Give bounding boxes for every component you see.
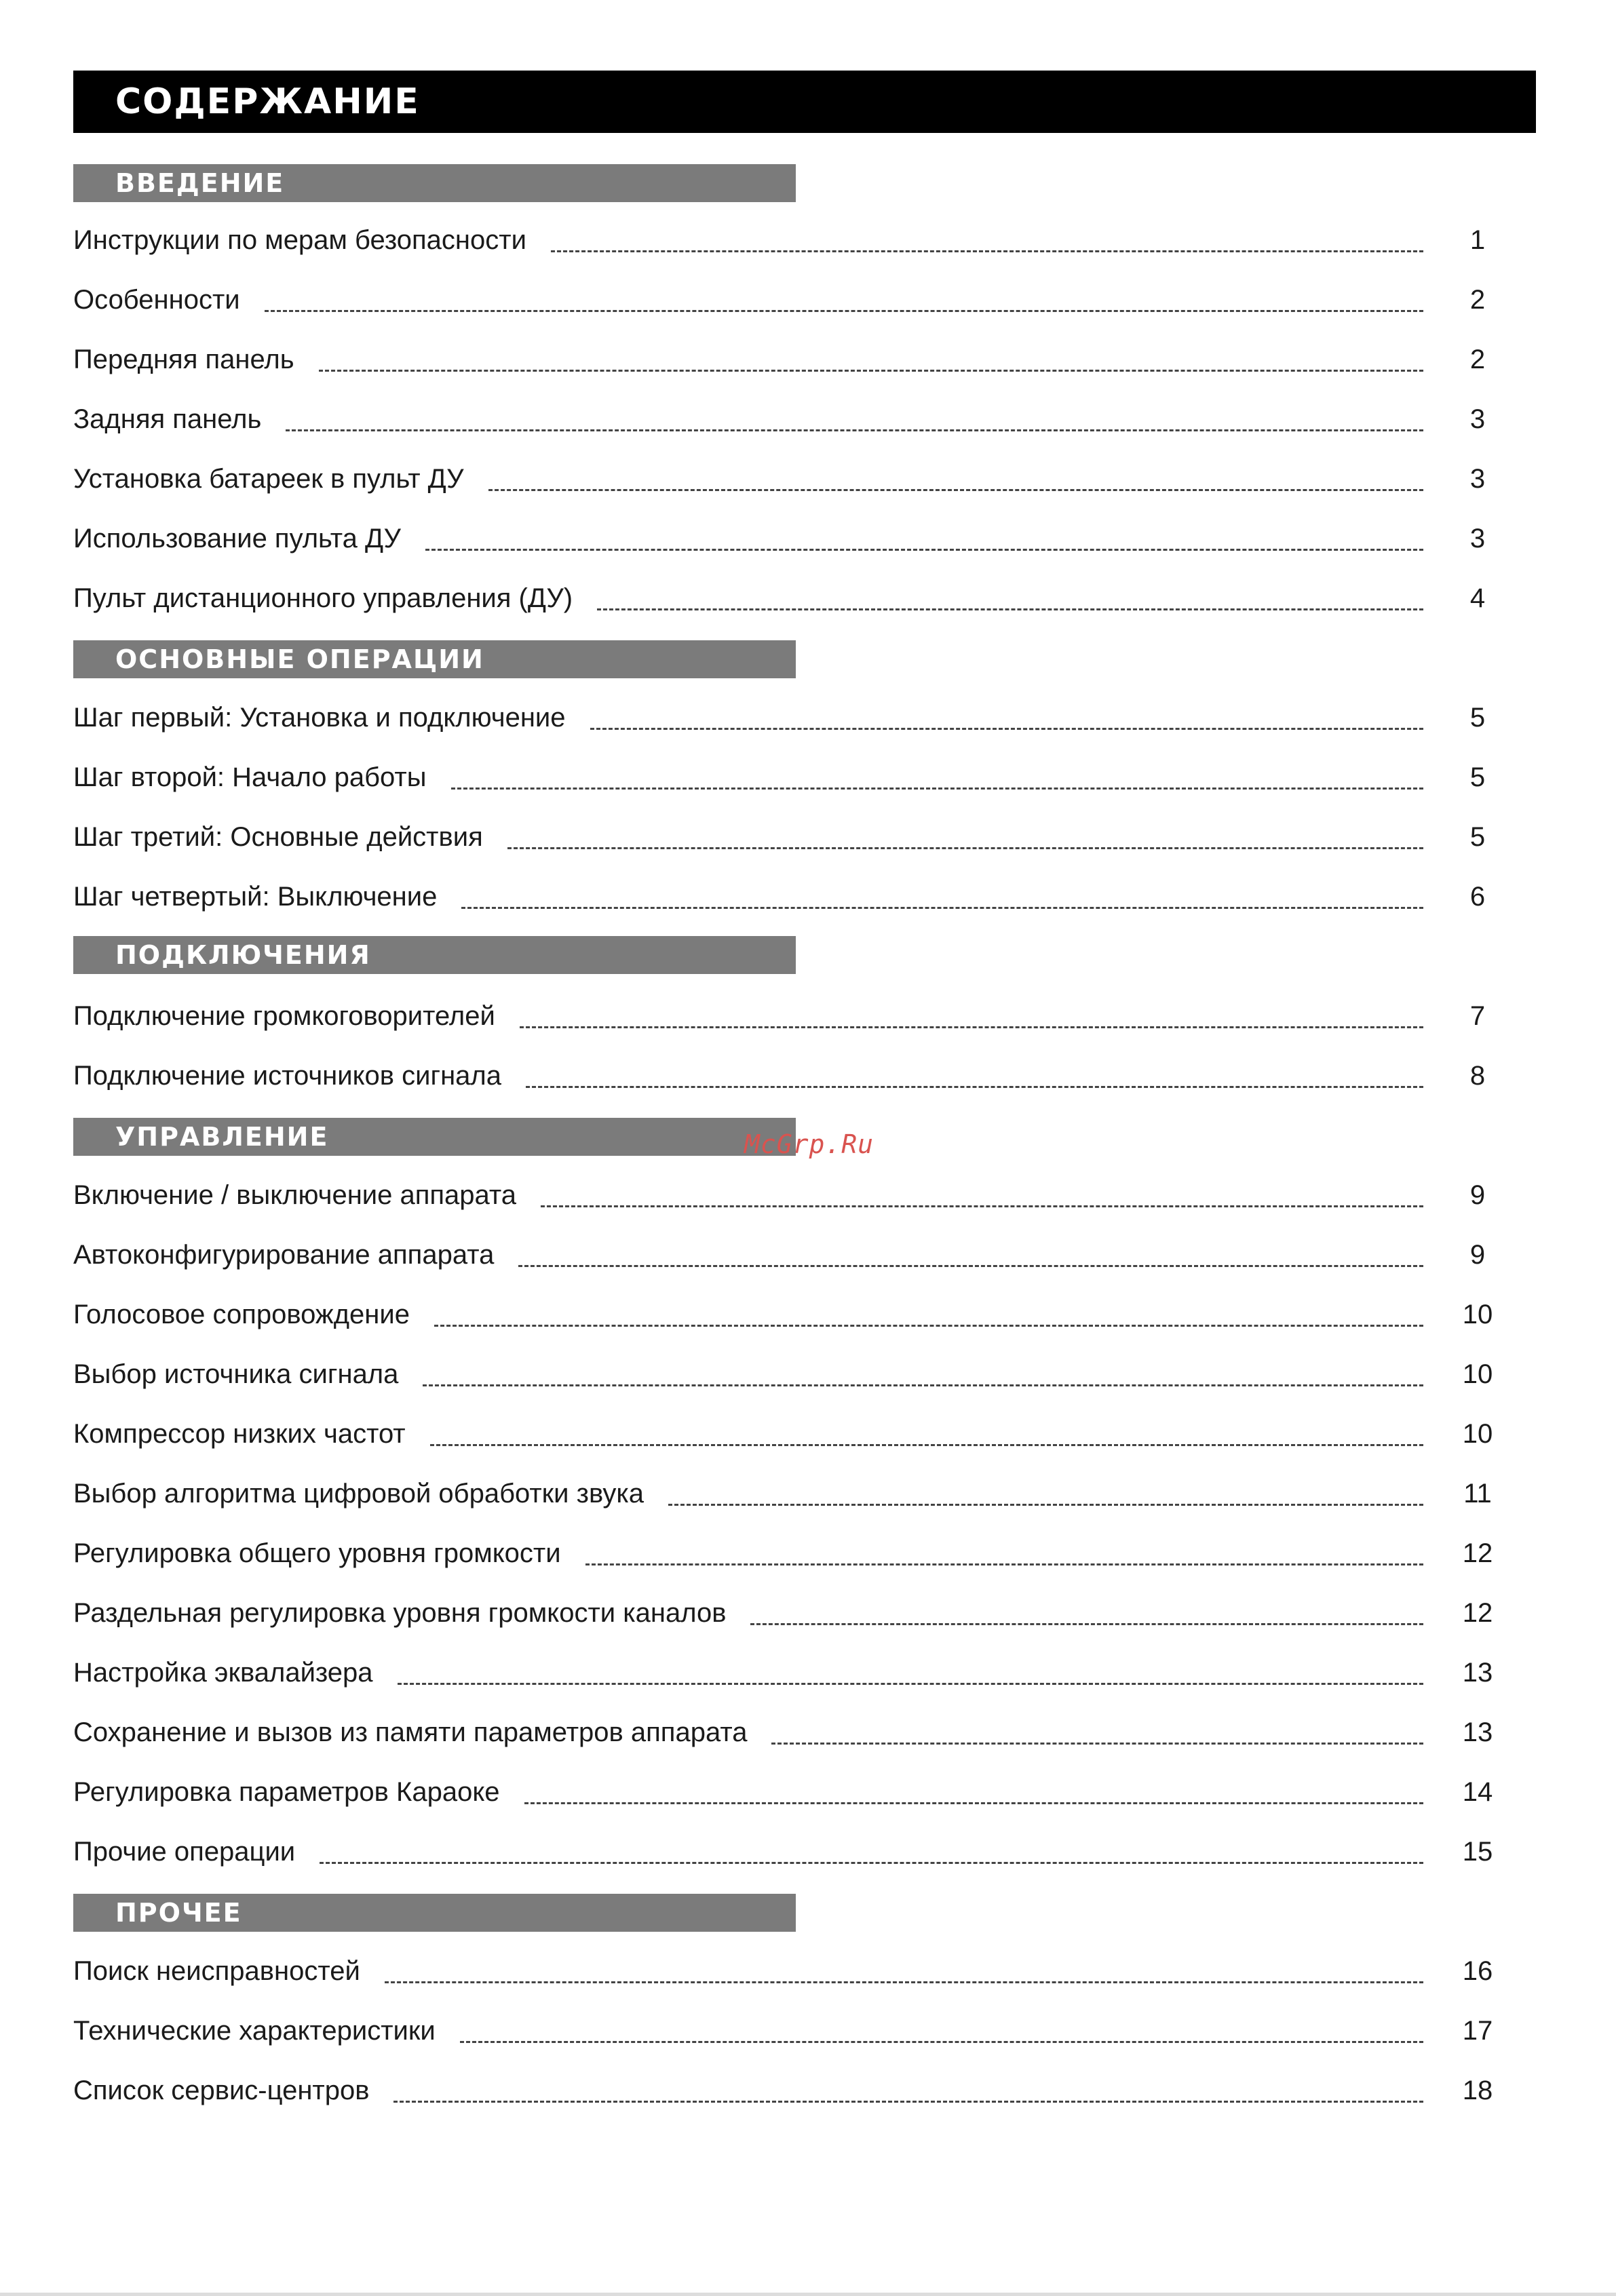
toc-entry-label: Голосовое сопровождение bbox=[73, 1299, 410, 1329]
toc-entry-page: 12 bbox=[1462, 1538, 1493, 1568]
toc-entry[interactable] bbox=[73, 1951, 1512, 1991]
dot-leader bbox=[320, 1862, 1423, 1864]
toc-entry[interactable] bbox=[73, 1772, 1512, 1812]
toc-entry[interactable] bbox=[73, 220, 1512, 260]
toc-entry[interactable] bbox=[73, 1175, 1512, 1215]
dot-leader bbox=[319, 370, 1423, 372]
toc-entry[interactable] bbox=[73, 2010, 1512, 2051]
toc-entry[interactable] bbox=[73, 1234, 1512, 1275]
toc-entry-label: Настройка эквалайзера bbox=[73, 1657, 373, 1688]
toc-entry-page: 10 bbox=[1462, 1418, 1493, 1449]
toc-entry-page: 7 bbox=[1469, 1000, 1486, 1031]
toc-entry-page: 3 bbox=[1469, 463, 1486, 494]
watermark-text: McGrp.Ru bbox=[744, 1129, 874, 1159]
page-bottom-edge bbox=[0, 2293, 1616, 2296]
dot-leader bbox=[507, 847, 1423, 849]
toc-entry-page: 9 bbox=[1469, 1239, 1486, 1270]
toc-entry-page: 13 bbox=[1462, 1717, 1493, 1747]
toc-entry-page: 8 bbox=[1469, 1060, 1486, 1091]
dot-leader bbox=[488, 489, 1423, 491]
toc-entry[interactable] bbox=[73, 518, 1512, 559]
toc-entry-page: 14 bbox=[1462, 1776, 1493, 1807]
toc-entry-page: 2 bbox=[1469, 344, 1486, 374]
toc-entry-page: 5 bbox=[1469, 702, 1486, 733]
toc-entry-label: Инструкции по мерам безопасности bbox=[73, 225, 526, 255]
toc-entry-label: Прочие операции bbox=[73, 1836, 296, 1867]
toc-entry-page: 6 bbox=[1469, 881, 1486, 912]
dot-leader bbox=[520, 1026, 1423, 1028]
section-heading-connections: ПОДКЛЮЧЕНИЯ bbox=[73, 936, 796, 974]
toc-entry-label: Подключение громкоговорителей bbox=[73, 1000, 495, 1031]
section-heading-basic-operations: ОСНОВНЫЕ ОПЕРАЦИИ bbox=[73, 640, 796, 678]
toc-entry-label: Компрессор низких частот bbox=[73, 1418, 406, 1449]
dot-leader bbox=[597, 608, 1423, 610]
dot-leader bbox=[398, 1683, 1423, 1685]
toc-entry-label: Шаг второй: Начало работы bbox=[73, 762, 427, 792]
toc-entry-page: 15 bbox=[1462, 1836, 1493, 1867]
toc-entry-label: Включение / выключение аппарата bbox=[73, 1180, 517, 1210]
toc-entry[interactable] bbox=[73, 1712, 1512, 1753]
dot-leader bbox=[393, 2101, 1423, 2103]
toc-entry[interactable] bbox=[73, 697, 1512, 738]
dot-leader bbox=[541, 1205, 1423, 1207]
toc-entry-label: Список сервис-центров bbox=[73, 2075, 370, 2105]
dot-leader bbox=[385, 1981, 1423, 1983]
dot-leader bbox=[286, 429, 1423, 431]
dot-leader bbox=[668, 1504, 1423, 1506]
toc-entry[interactable] bbox=[73, 1354, 1512, 1395]
toc-entry-page: 10 bbox=[1462, 1359, 1493, 1389]
toc-entry-page: 13 bbox=[1462, 1657, 1493, 1688]
dot-leader bbox=[423, 1384, 1423, 1386]
toc-entry-page: 10 bbox=[1462, 1299, 1493, 1329]
toc-entry[interactable] bbox=[73, 339, 1512, 380]
toc-entry[interactable] bbox=[73, 757, 1512, 798]
toc-entry[interactable] bbox=[73, 1055, 1512, 1096]
dot-leader bbox=[750, 1623, 1423, 1625]
toc-entry[interactable] bbox=[73, 996, 1512, 1036]
toc-entry-label: Установка батареек в пульт ДУ bbox=[73, 463, 464, 494]
toc-entry-page: 5 bbox=[1469, 762, 1486, 792]
dot-leader bbox=[518, 1265, 1423, 1267]
toc-entry-label: Автоконфигурирование аппарата bbox=[73, 1239, 495, 1270]
section-heading-control: УПРАВЛЕНИЕ bbox=[73, 1118, 796, 1156]
toc-entry-page: 5 bbox=[1469, 821, 1486, 852]
dot-leader bbox=[425, 549, 1423, 551]
toc-entry-label: Подключение источников сигнала bbox=[73, 1060, 502, 1091]
toc-entry-page: 1 bbox=[1469, 225, 1486, 255]
toc-entry-label: Задняя панель bbox=[73, 404, 262, 434]
dot-leader bbox=[461, 907, 1423, 909]
section-heading-introduction: ВВЕДЕНИЕ bbox=[73, 164, 796, 202]
dot-leader bbox=[434, 1325, 1423, 1327]
toc-entry-label: Шаг четвертый: Выключение bbox=[73, 881, 438, 912]
toc-entry[interactable] bbox=[73, 399, 1512, 440]
toc-entry-label: Пульт дистанционного управления (ДУ) bbox=[73, 583, 573, 613]
toc-entry-page: 4 bbox=[1469, 583, 1486, 613]
dot-leader bbox=[265, 310, 1423, 312]
toc-entry[interactable] bbox=[73, 279, 1512, 320]
dot-leader bbox=[590, 728, 1423, 730]
toc-entry[interactable] bbox=[73, 876, 1512, 917]
toc-entry-page: 16 bbox=[1462, 1956, 1493, 1986]
section-heading-other: ПРОЧЕЕ bbox=[73, 1894, 796, 1932]
toc-entry[interactable] bbox=[73, 2070, 1512, 2111]
dot-leader bbox=[585, 1563, 1423, 1565]
toc-entry-page: 11 bbox=[1463, 1478, 1492, 1509]
toc-entry[interactable] bbox=[73, 1294, 1512, 1335]
dot-leader bbox=[451, 787, 1424, 790]
toc-entry-page: 9 bbox=[1469, 1180, 1486, 1210]
dot-leader bbox=[460, 2041, 1423, 2043]
toc-entry-label: Использование пульта ДУ bbox=[73, 523, 401, 553]
toc-entry[interactable] bbox=[73, 1652, 1512, 1693]
toc-entry-label: Передняя панель bbox=[73, 344, 294, 374]
page-title-text: СОДЕРЖАНИЕ bbox=[115, 81, 420, 122]
dot-leader bbox=[430, 1444, 1423, 1446]
toc-entry[interactable] bbox=[73, 817, 1512, 857]
toc-entry[interactable] bbox=[73, 1533, 1512, 1574]
toc-entry-label: Особенности bbox=[73, 284, 240, 315]
toc-entry-label: Раздельная регулировка уровня громкости каналов bbox=[73, 1597, 727, 1628]
toc-entry[interactable] bbox=[73, 1831, 1512, 1872]
toc-entry[interactable] bbox=[73, 1473, 1512, 1514]
toc-entry-page: 12 bbox=[1462, 1597, 1493, 1628]
toc-entry-label: Технические характеристики bbox=[73, 2015, 436, 2046]
toc-entry-label: Шаг третий: Основные действия bbox=[73, 821, 483, 852]
toc-entry[interactable] bbox=[73, 459, 1512, 499]
dot-leader bbox=[524, 1802, 1423, 1804]
toc-entry[interactable] bbox=[73, 1414, 1512, 1454]
toc-entry-page: 18 bbox=[1462, 2075, 1493, 2105]
toc-entry-label: Шаг первый: Установка и подключение bbox=[73, 702, 566, 733]
dot-leader bbox=[551, 250, 1423, 252]
toc-entry-label: Поиск неисправностей bbox=[73, 1956, 360, 1986]
toc-entry-page: 3 bbox=[1469, 404, 1486, 434]
toc-entry[interactable] bbox=[73, 1593, 1512, 1633]
toc-entry-label: Сохранение и вызов из памяти параметров аппарата bbox=[73, 1717, 748, 1747]
toc-entry-label: Регулировка общего уровня громкости bbox=[73, 1538, 561, 1568]
toc-entry-label: Выбор источника сигнала bbox=[73, 1359, 399, 1389]
toc-entry-label: Регулировка параметров Караоке bbox=[73, 1776, 500, 1807]
dot-leader bbox=[771, 1743, 1423, 1745]
toc-entry-page: 2 bbox=[1469, 284, 1486, 315]
toc-entry-page: 3 bbox=[1469, 523, 1486, 553]
dot-leader bbox=[526, 1086, 1423, 1088]
toc-entry-label: Выбор алгоритма цифровой обработки звука bbox=[73, 1478, 644, 1509]
toc-entry[interactable] bbox=[73, 578, 1512, 619]
toc-entry-page: 17 bbox=[1462, 2015, 1493, 2046]
page-title bbox=[73, 71, 1536, 133]
